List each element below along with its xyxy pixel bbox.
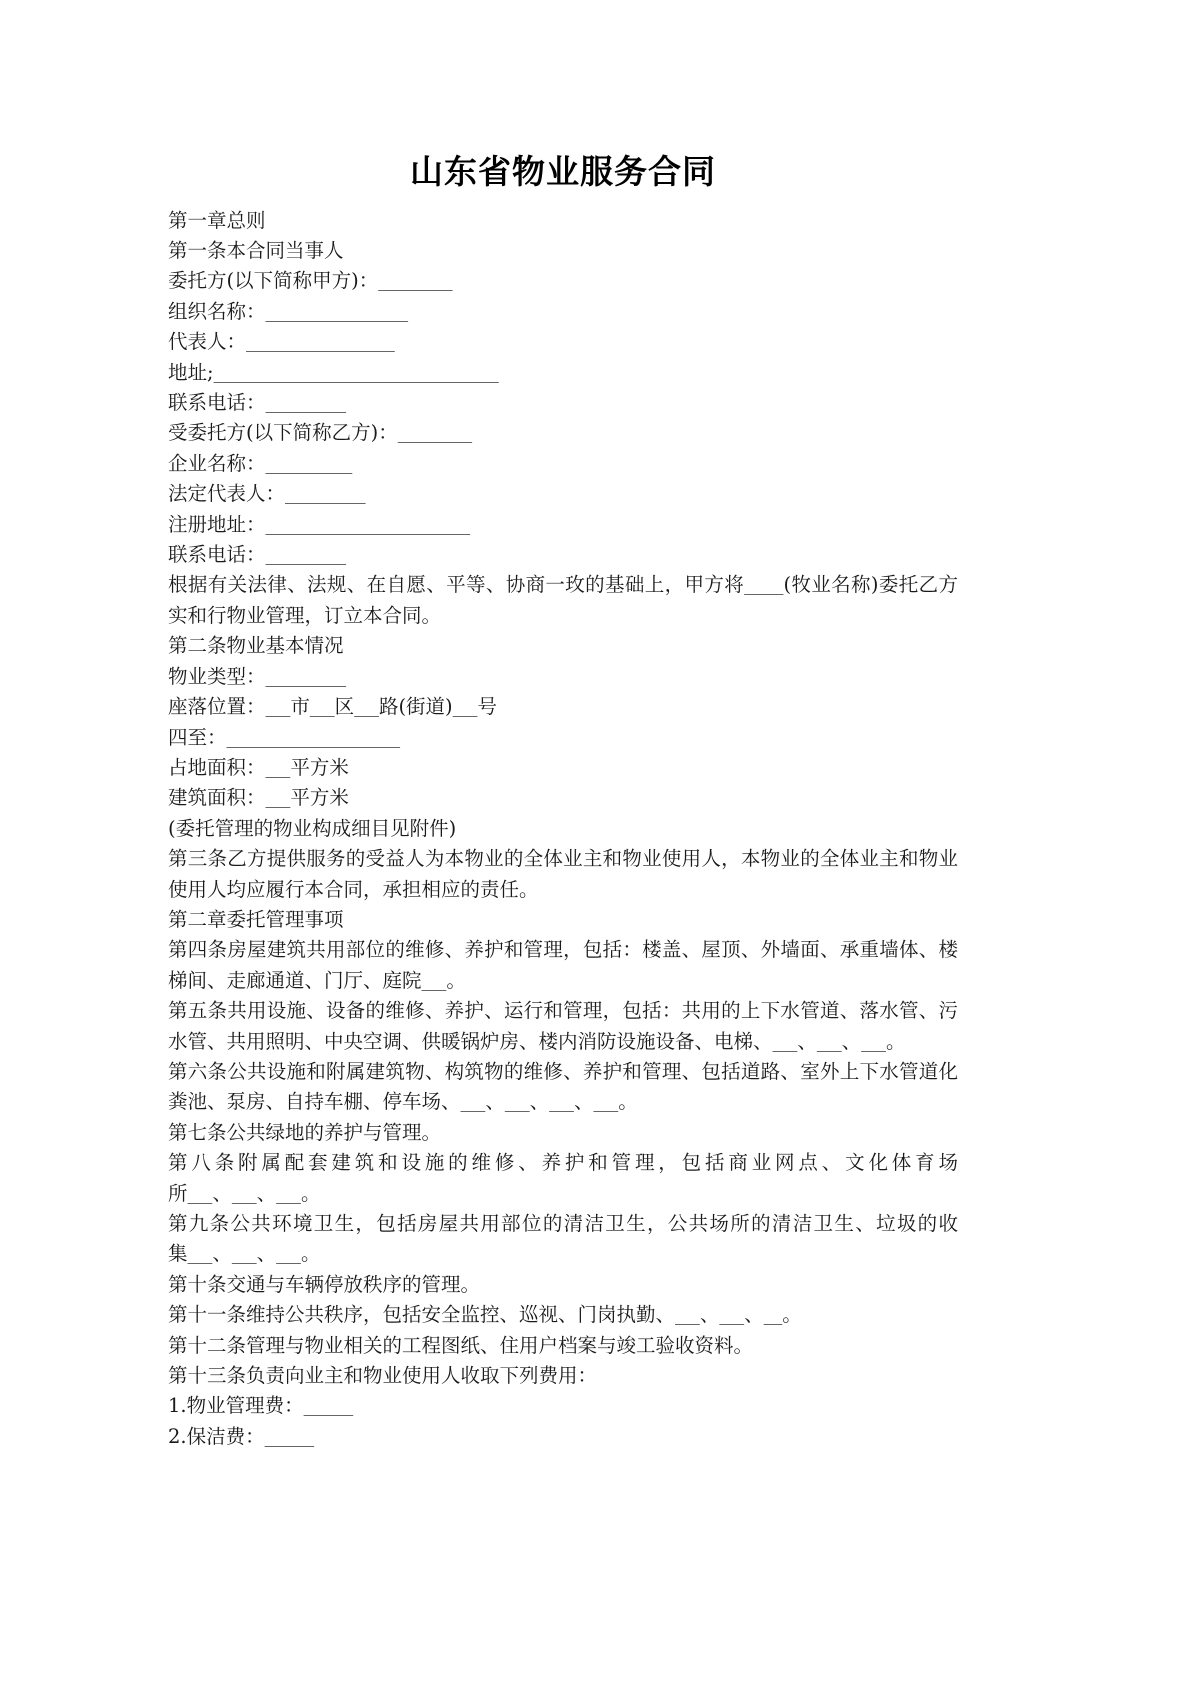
document-line: 2.保洁费： [168,1422,958,1452]
document-line: 建筑面积： 平方米 [168,786,349,810]
fill-in-blank [285,482,366,505]
document-line: 第七条公共绿地的养护与管理。 [168,1120,442,1144]
document-line: 第六条公共设施和附属建筑物、构筑物的维修、养护和管理、包括道路、室外上下水管道化粪池、泵房、自持车棚、停车场、 、 、 、 。 [168,1059,958,1114]
fill-in-blank [378,269,452,292]
document-line: 1.物业管理费： [168,1391,958,1421]
document-line: 联系电话： [168,540,958,570]
fill-in-blank [227,726,401,749]
fill-in-blank [549,1090,574,1113]
document-line: 第二章委托管理事项 [168,907,344,931]
fill-in-blank [304,1394,354,1417]
fill-in-blank [188,1242,213,1265]
document-line: 第十二条管理与物业相关的工程图纸、住用户档案与竣工验收资料。 [168,1333,754,1357]
fill-in-blank [861,1030,886,1053]
fill-in-blank [773,1030,798,1053]
fill-in-blank [266,452,353,475]
document-content [168,0,958,1452]
fill-in-blank [266,300,409,323]
fill-in-blank [266,513,471,536]
fill-in-blank [461,1090,486,1113]
fill-in-blank [188,1182,213,1205]
fill-in-blank [276,1242,301,1265]
document-line: 物业类型： [168,662,958,692]
fill-in-blank [266,391,347,414]
fill-in-blank [593,1090,618,1113]
fill-in-blank [266,756,291,779]
fill-in-blank [232,1242,257,1265]
document-line: 代表人： [168,327,958,357]
document-line: 第三条乙方提供服务的受益人为本物业的全体业主和物业使用人，本物业的全体业主和物业使用人均应履行本合同，承担相应的责任。 [168,847,958,901]
document-line: 注册地址： [168,510,958,540]
fill-in-blank [246,330,395,353]
fill-in-blank [398,421,472,444]
document-line: 企业名称： [168,449,958,479]
fill-in-blank [453,695,478,718]
document-line: 第十条交通与车辆停放秩序的管理。 [168,1272,481,1296]
document-line: 第十三条负责向业主和物业使用人收取下列费用： [168,1364,598,1388]
fill-in-blank [266,543,347,566]
fill-in-blank [354,695,379,718]
document-line: 占地面积： 平方米 [168,755,349,779]
fill-in-blank [675,1303,700,1326]
document-line: 根据有关法律、法规、在自愿、平等、协商一玫的基础上，甲方将 (牧业名称)委托乙方实和行物业管理，订立本合同。 [168,573,958,627]
document-line: 地址; [168,358,958,388]
fill-in-blank [310,695,335,718]
document-line: 第九条公共环境卫生，包括房屋共用部位的清洁卫生，公共场所的清洁卫生、垃圾的收集 、 、 。 [168,1212,958,1266]
fill-in-blank [276,1182,301,1205]
document-line: (委托管理的物业构成细目见附件) [168,816,457,840]
document-line: 联系电话： [168,388,958,418]
fill-in-blank [719,1303,744,1326]
document-line: 第五条共用设施、设备的维修、养护、运行和管理，包括：共用的上下水管道、落水管、污水管、共用照明、中央空调、供暖锅炉房、楼内消防设施设备、电梯、 、 、 。 [168,999,958,1053]
fill-in-blank [817,1030,842,1053]
document-line: 委托方(以下简称甲方)： [168,266,958,296]
document-line: 第一章总则 [168,208,266,232]
document-line: 四至： [168,723,958,753]
fill-in-blank [764,1303,783,1326]
fill-in-blank [422,969,447,992]
fill-in-blank [266,695,291,718]
document-line: 第八条附属配套建筑和设施的维修、养护和管理，包括商业网点、文化体育场所 、 、 。 [168,1151,958,1205]
document-body [168,206,958,1453]
document-line: 组织名称： [168,297,958,327]
document-line: 座落位置： 市 区 路(街道) 号 [168,695,497,719]
fill-in-blank [266,786,291,809]
fill-in-blank [232,1182,257,1205]
fill-in-blank [505,1090,530,1113]
document-line: 第二条物业基本情况 [168,634,344,658]
document-line: 第十一条维持公共秩序，包括安全监控、巡视、门岗执勤、 、 、 。 [168,1303,802,1327]
page-title: 山东省物业服务合同 [410,152,716,191]
fill-in-blank [744,573,783,596]
fill-in-blank [266,665,347,688]
fill-in-blank [214,361,499,384]
document-line: 第四条房屋建筑共用部位的维修、养护和管理，包括：楼盖、屋顶、外墙面、承重墙体、楼梯间、走廊通道、门厅、庭院 。 [168,938,958,992]
document-line: 受委托方(以下简称乙方)： [168,418,958,448]
document-line: 法定代表人： [168,479,958,509]
document-line: 第一条本合同当事人 [168,239,344,262]
fill-in-blank [265,1425,315,1448]
